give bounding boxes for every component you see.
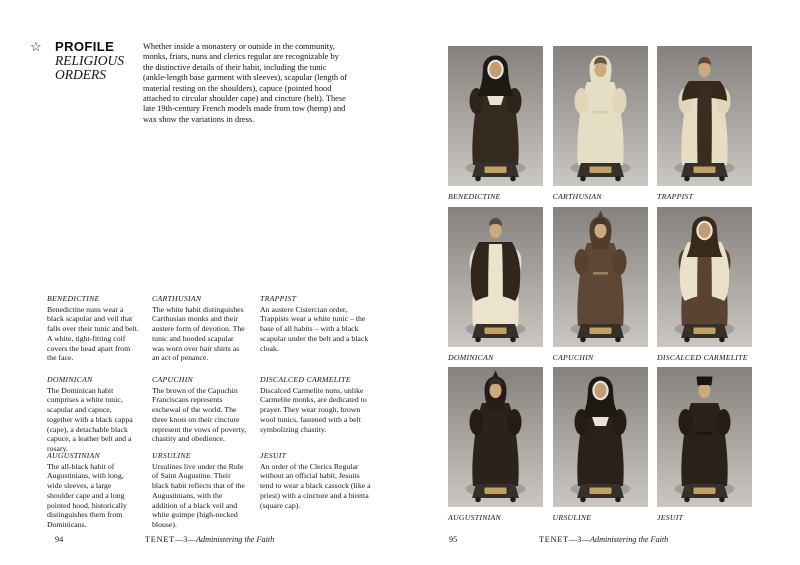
- figure-cell: [448, 367, 543, 528]
- figurine-photo: [553, 46, 648, 186]
- page-title-line1: RELIGIOUS: [55, 53, 124, 68]
- figurine-illustration: [553, 46, 648, 186]
- figure-label: DOMINICAN: [448, 352, 494, 362]
- section-title: Administering the Faith: [590, 535, 669, 544]
- glossary-term: JESUIT: [260, 451, 287, 460]
- glossary-description: The white habit distinguishes Carthusian monks and their austere form of devotion. The tunic and hooded scapular was worn over hair shirts as an act of penance.: [152, 304, 245, 363]
- figurine-illustration: [657, 46, 752, 186]
- glossary-entry: [152, 451, 260, 530]
- glossary-description: Discalced Carmelite nuns, unlike Carmelite monks, are dedicated to prayer. They wear rough, brown wool tunics, fastened with a belt symbolizing chastity.: [260, 385, 367, 434]
- chapter-number: —3—: [174, 535, 196, 544]
- right-footer: [449, 535, 668, 544]
- figurine-photo: [448, 46, 543, 186]
- glossary-term: CAPUCHIN: [152, 375, 193, 384]
- glossary-term: AUGUSTINIAN: [47, 451, 100, 460]
- figure-label: BENEDICTINE: [448, 192, 501, 201]
- glossary-description: The Dominican habit comprises a white tunic, scapular and capuce, together with a black cappa (cape), a detachable black capuce, a leather belt and a rosary.: [47, 385, 133, 454]
- figurine-illustration: [657, 207, 752, 347]
- glossary-term: TRAPPIST: [260, 294, 297, 303]
- figure-label: AUGUSTINIAN: [448, 513, 501, 522]
- glossary-description: The all-black habit of Augustinians, with long, wide sleeves, a large shoulder cape and a long pointed hood, historically distinguishes them from Dominicans.: [47, 461, 127, 530]
- figurine-photo: [657, 46, 752, 186]
- figurine-illustration: [553, 367, 648, 507]
- figurine-photo: [553, 207, 648, 347]
- figure-cell: [448, 207, 543, 368]
- figure-cell: [553, 207, 648, 368]
- figurine-photo: [448, 207, 543, 347]
- star-icon: ☆: [30, 39, 42, 54]
- figurine-photo: [657, 367, 752, 507]
- intro-paragraph: Whether inside a monastery or outside in the community, monks, friars, nuns and clerics regular are recognizable by the distinctive details of their habit, including the tunic (ankle-length base garment with sleeves), scapular (length of material resting on the shoulders), capuce (pointed hood attached to circular shoulder cape) and cincture (belt). These late 19th-century French models made from tow (hemp) and wax show the variations in dress.: [143, 42, 348, 124]
- glossary-term: BENEDICTINE: [47, 294, 100, 303]
- glossary-entry: [47, 451, 152, 530]
- glossary-description: Ursulines live under the Rule of Saint Augustine. Their black habit reflects that of the Augustinians, with the addition of a black veil and white guimpe (high-necked blouse).: [152, 461, 245, 530]
- book-title: TENET: [145, 535, 175, 544]
- glossary-entry: [260, 375, 388, 451]
- glossary-term: CARTHUSIAN: [152, 294, 202, 303]
- figurine-illustration: [553, 207, 648, 347]
- glossary-description: The brown of the Capuchin Franciscans represents eschewal of the world. The three knots on their cincture represent the vows of poverty, chastity and obedience.: [152, 385, 247, 444]
- left-page-number: 94: [55, 535, 64, 544]
- figurine-illustration: [448, 207, 543, 347]
- figure-label: TRAPPIST: [657, 192, 694, 201]
- glossary-description: An austere Cistercian order, Trappists wear a white tunic – the base of all habits – with a black scapular under the belt and a black cloak.: [260, 304, 369, 353]
- section-kicker: PROFILE: [55, 39, 115, 54]
- glossary-term: DISCALCED CARMELITE: [260, 375, 351, 384]
- figurine-illustration: [448, 46, 543, 186]
- figure-cell: [657, 367, 752, 528]
- chapter-number: —3—: [568, 535, 590, 544]
- section-title: Administering the Faith: [196, 535, 275, 544]
- glossary-description: Benedictine nuns wear a black scapular and veil that falls over their tunic and belt. A white, tight-fitting coif covers the head apart from the face.: [47, 304, 139, 363]
- glossary-entry: [152, 294, 260, 375]
- figurine-photo: [553, 367, 648, 507]
- glossary-entry: [260, 294, 388, 375]
- left-footer: [55, 535, 274, 544]
- figure-cell: [553, 46, 648, 207]
- figure-cell: [657, 207, 752, 368]
- glossary-entry: [47, 294, 152, 375]
- figure-label: CAPUCHIN: [552, 352, 594, 362]
- glossary-entry: [47, 375, 152, 454]
- glossary-entry: [260, 451, 388, 530]
- figure-grid: [448, 46, 752, 528]
- glossary-grid: [47, 294, 388, 530]
- figure-label: DISCALCED CARMELITE: [657, 352, 748, 362]
- figure-label: URSULINE: [552, 513, 592, 522]
- figurine-illustration: [657, 367, 752, 507]
- glossary-entry: [152, 375, 260, 451]
- figurine-photo: [448, 367, 543, 507]
- book-title: TENET: [539, 535, 569, 544]
- figure-cell: [657, 46, 752, 207]
- figure-label: JESUIT: [657, 513, 684, 522]
- right-page-number: 95: [449, 535, 458, 544]
- figurine-illustration: [448, 367, 543, 507]
- page-title-line2: ORDERS: [55, 67, 106, 82]
- figure-cell: [448, 46, 543, 207]
- figure-label: CARTHUSIAN: [552, 192, 602, 201]
- figurine-photo: [657, 207, 752, 347]
- glossary-term: URSULINE: [152, 451, 191, 460]
- page-title: [55, 54, 124, 82]
- glossary-description: An order of the Clerics Regular without an official habit, Jesuits tend to wear a black cassock (like a priest) with a cincture and a biretta (square cap).: [260, 461, 371, 510]
- figure-cell: [553, 367, 648, 528]
- glossary-term: DOMINICAN: [47, 375, 93, 384]
